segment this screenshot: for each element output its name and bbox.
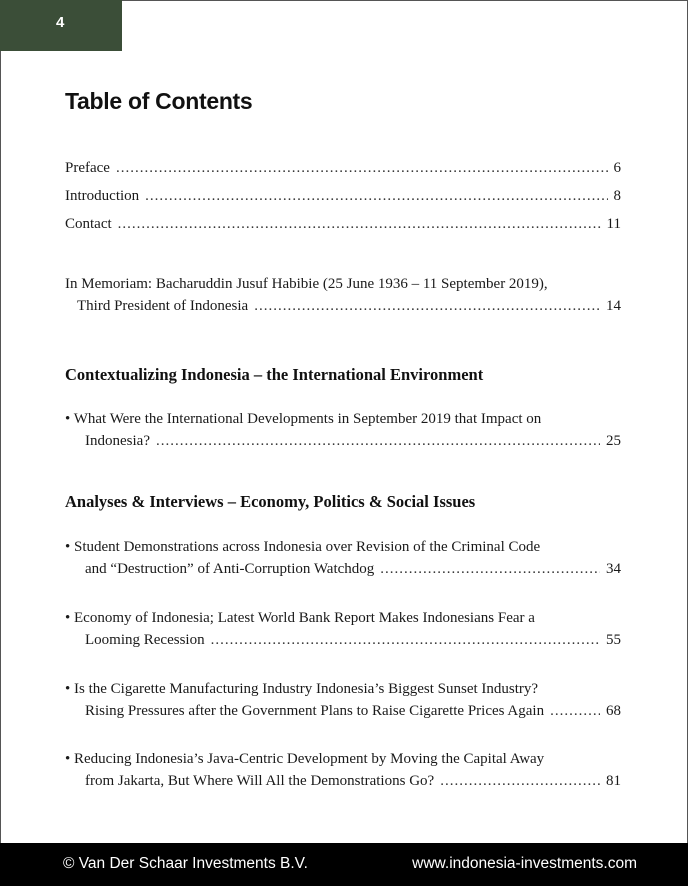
toc-entry-title-line1: • Reducing Indonesia’s Java-Centric Development by Moving the Capital Away: [65, 751, 545, 767]
toc-title: Table of Contents: [65, 88, 253, 114]
toc-entry-title-line2: Looming Recession: [85, 632, 205, 648]
toc-entry-title-line2: Indonesia?: [85, 433, 150, 449]
toc-entry-page: 68: [606, 703, 621, 719]
toc-entry-title-line2: and “Destruction” of Anti-Corruption Watchdog: [85, 561, 375, 577]
toc-entry-page: 14: [606, 298, 621, 314]
toc-entry-international-developments[interactable]: [65, 408, 621, 452]
footer-website-link[interactable]: www.indonesia-investments.com: [412, 855, 637, 872]
dot-leader: [440, 770, 600, 792]
toc-entry-page: 81: [606, 773, 621, 789]
toc-entry-title-line2: from Jakarta, But Where Will All the Demonstrations Go?: [85, 773, 435, 789]
toc-entry-title-line2: Rising Pressures after the Government Plans to Raise Cigarette Prices Again: [85, 703, 545, 719]
toc-entry-title-line1: In Memoriam: Bacharuddin Jusuf Habibie (25 June 1936 – 11 September 2019),: [65, 276, 548, 292]
toc-entry-economy[interactable]: [65, 607, 621, 651]
toc-entry-title-line1: • Economy of Indonesia; Latest World Bank Report Makes Indonesians Fear a: [65, 610, 535, 626]
toc-entry-page: 8: [613, 188, 621, 204]
toc-entry-title: Preface: [65, 160, 110, 176]
dot-leader: [145, 185, 607, 207]
dot-leader: [211, 629, 600, 651]
page-number-tab: [0, 0, 122, 51]
footer-copyright: © Van Der Schaar Investments B.V.: [63, 855, 308, 872]
page-footer: [0, 843, 688, 886]
toc-entry-title: Contact: [65, 216, 112, 232]
toc-entry-contact[interactable]: [65, 213, 621, 235]
toc-entry-page: 6: [613, 160, 621, 176]
dot-leader: [550, 700, 600, 722]
toc-entry-title: Introduction: [65, 188, 140, 204]
section-heading-analyses: Analyses & Interviews – Economy, Politics & Social Issues: [65, 492, 476, 511]
toc-entry-page: 25: [606, 433, 621, 449]
toc-entry-page: 34: [606, 561, 621, 577]
toc-entry-cigarette-industry[interactable]: [65, 678, 621, 722]
dot-leader: [118, 213, 601, 235]
toc-entry-capital-relocation[interactable]: [65, 748, 621, 792]
toc-entry-preface[interactable]: [65, 157, 621, 179]
dot-leader: [156, 430, 600, 452]
toc-entry-title-line1: • What Were the International Developments in September 2019 that Impact on: [65, 411, 542, 427]
toc-entry-student-demonstrations[interactable]: [65, 536, 621, 580]
toc-entry-introduction[interactable]: [65, 185, 621, 207]
toc-entry-title-line1: • Is the Cigarette Manufacturing Industry Indonesia’s Biggest Sunset Industry?: [65, 681, 539, 697]
toc-entry-page: 55: [606, 632, 621, 648]
toc-entry-page: 11: [606, 216, 621, 232]
toc-entry-title-line1: • Student Demonstrations across Indonesia over Revision of the Criminal Code: [65, 539, 541, 555]
dot-leader: [380, 558, 600, 580]
toc-entry-memoriam[interactable]: [65, 273, 621, 317]
section-heading-international: Contextualizing Indonesia – the International Environment: [65, 365, 484, 384]
dot-leader: [254, 295, 600, 317]
toc-entry-title-line2: Third President of Indonesia: [77, 298, 249, 314]
page-number: 4: [56, 14, 65, 31]
dot-leader: [116, 157, 608, 179]
